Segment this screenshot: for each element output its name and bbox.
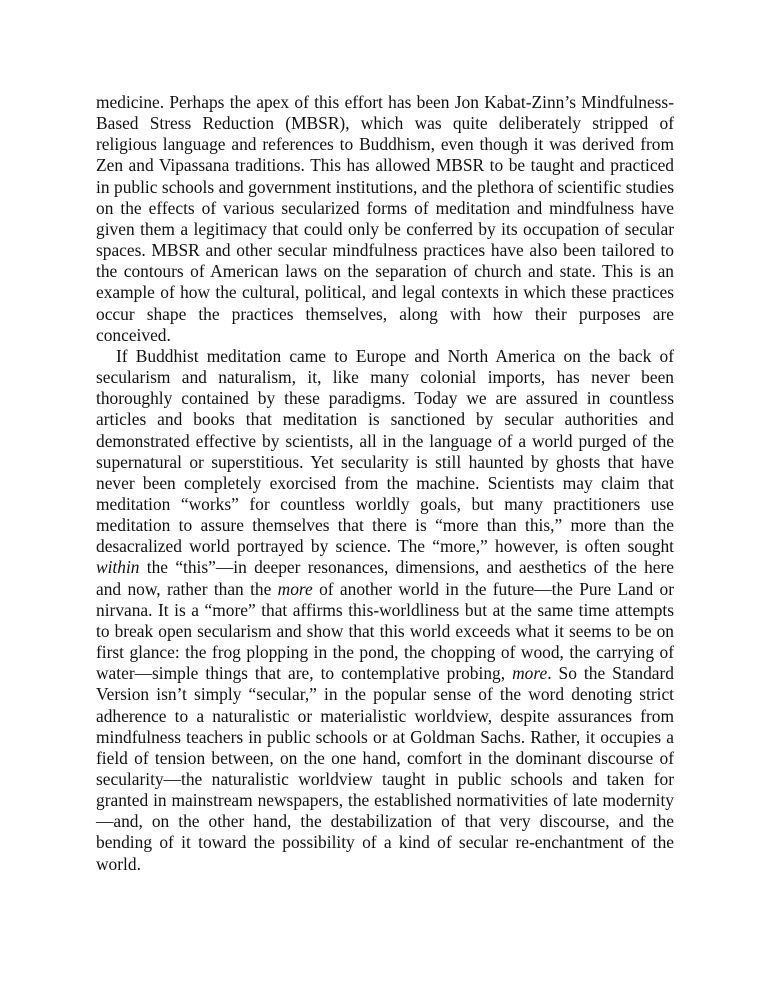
document-page bbox=[96, 92, 674, 875]
paragraph-text: . So the Standard Version isn’t simply “secular,” in the popular sense of the word denoting strict adherence to a naturalistic or materialistic worldview, despite assurances from mindfulness teachers in public schools or at Goldman Sachs. Rather, it occupies a field of tension between, on the one hand, comfort in the dominant discourse of secularity—the naturalistic worldview taught in public schools and taken for granted in mainstream newspapers, the established normativities of late modernity—and, on the other hand, the destabilization of that very discourse, and the bending of it toward the possibility of a kind of secular re-enchantment of the world. bbox=[96, 663, 674, 874]
paragraph-2 bbox=[96, 346, 674, 875]
paragraph-text: medicine. Perhaps the apex of this effort has been Jon Kabat-Zinn’s Mindfulness-Based Stress Reduction (MBSR), which was quite deliberately stripped of religious language and references to Buddhism, even though it was derived from Zen and Vipassana traditions. This has allowed MBSR to be taught and practiced in public schools and government institutions, and the plethora of scientific studies on the effects of various secularized forms of meditation and mindfulness have given them a legitimacy that could only be conferred by its occupation of secular spaces. MBSR and other secular mindfulness practices have also been tailored to the contours of American laws on the separation of church and state. This is an example of how the cultural, political, and legal contexts in which these practices occur shape the practices themselves, along with how their purposes are conceived. bbox=[96, 92, 674, 345]
italic-emphasis: more bbox=[277, 578, 313, 599]
paragraph-text: of another world in the future—the Pure Land or nirvana. It is a “more” that affirms this-worldliness but at the same time attempts to break open secularism and show that this world exceeds what it seems to be on first glance: the frog plopping in the pond, the chopping of wood, the carrying of water—simple things that are, to contemplative probing, bbox=[96, 578, 674, 684]
paragraph-text: the “this”—in deeper resonances, dimensions, and aesthetics of the here and now, rather than the bbox=[96, 557, 674, 599]
italic-emphasis: within bbox=[96, 557, 140, 578]
italic-emphasis: more bbox=[512, 663, 548, 684]
paragraph-text: If Buddhist meditation came to Europe and North America on the back of secularism and naturalism, it, like many colonial imports, has never been thoroughly contained by these paradigms. Today we are assured in countless articles and books that meditation is sanctioned by secular authorities and demonstrated effective by scientists, all in the language of a world purged of the supernatural or superstitious. Yet secularity is still haunted by ghosts that have never been completely exorcised from the machine. Scientists may claim that meditation “works” for countless worldly goals, but many practitioners use meditation to assure themselves that there is “more than this,” more than the desacralized world portrayed by science. The “more,” however, is often sought bbox=[96, 345, 674, 557]
paragraph-1 bbox=[96, 92, 674, 346]
